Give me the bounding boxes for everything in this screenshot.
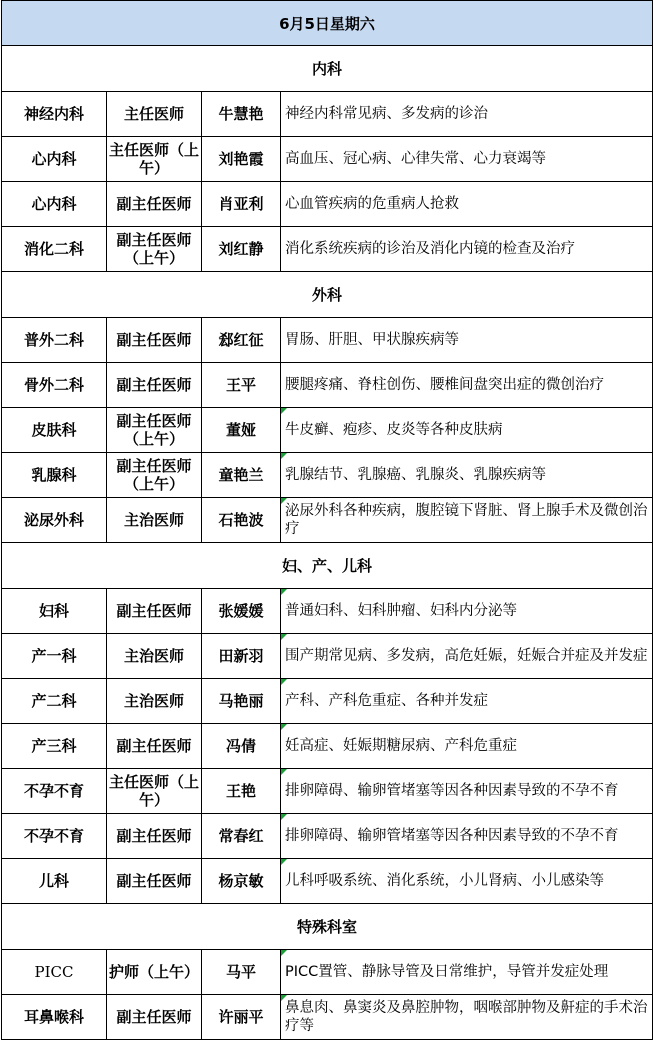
department-cell: 妇科 bbox=[2, 589, 107, 634]
section-header-row bbox=[2, 904, 653, 950]
specialty-cell: 排卵障碍、输卵管堵塞等因各种因素导致的不孕不育 bbox=[281, 769, 653, 814]
specialty-cell: 排卵障碍、输卵管堵塞等因各种因素导致的不孕不育 bbox=[281, 814, 653, 859]
department-cell: 产一科 bbox=[2, 634, 107, 679]
table-row bbox=[2, 950, 653, 995]
table-row bbox=[2, 363, 653, 408]
specialty-cell: 心血管疾病的危重病人抢救 bbox=[281, 182, 653, 227]
specialty-cell: 胃肠、肝胆、甲状腺疾病等 bbox=[281, 318, 653, 363]
specialty-cell: 鼻息肉、鼻窦炎及鼻腔肿物，咽喉部肿物及鼾症的手术治疗等 bbox=[281, 995, 653, 1040]
doctor-name-cell: 童艳兰 bbox=[202, 453, 281, 498]
specialty-cell: 普通妇科、妇科肿瘤、妇科内分泌等 bbox=[281, 589, 653, 634]
table-row bbox=[2, 769, 653, 814]
department-cell: 皮肤科 bbox=[2, 408, 107, 453]
doctor-name-cell: 董娅 bbox=[202, 408, 281, 453]
doctor-title-cell: 副主任医师 bbox=[107, 589, 202, 634]
doctor-name-cell: 郄红征 bbox=[202, 318, 281, 363]
table-row bbox=[2, 498, 653, 543]
doctor-name-cell: 马平 bbox=[202, 950, 281, 995]
table-row bbox=[2, 453, 653, 498]
department-cell: 产二科 bbox=[2, 679, 107, 724]
table-row bbox=[2, 634, 653, 679]
date-title: 6月5日星期六 bbox=[2, 1, 653, 46]
section-header-row bbox=[2, 46, 653, 92]
specialty-cell: 乳腺结节、乳腺癌、乳腺炎、乳腺疾病等 bbox=[281, 453, 653, 498]
schedule-table bbox=[1, 0, 653, 1040]
doctor-title-cell: 护师（上午） bbox=[107, 950, 202, 995]
doctor-title-cell: 主治医师 bbox=[107, 498, 202, 543]
table-row bbox=[2, 137, 653, 182]
department-cell: 骨外二科 bbox=[2, 363, 107, 408]
department-cell: 消化二科 bbox=[2, 227, 107, 272]
section-header-row bbox=[2, 543, 653, 589]
doctor-title-cell: 副主任医师（上午） bbox=[107, 453, 202, 498]
specialty-cell: 消化系统疾病的诊治及消化内镜的检查及治疗 bbox=[281, 227, 653, 272]
date-header-row bbox=[2, 1, 653, 46]
doctor-title-cell: 副主任医师 bbox=[107, 814, 202, 859]
doctor-title-cell: 副主任医师 bbox=[107, 859, 202, 904]
doctor-name-cell: 田新羽 bbox=[202, 634, 281, 679]
table-row bbox=[2, 182, 653, 227]
doctor-name-cell: 牛慧艳 bbox=[202, 92, 281, 137]
table-row bbox=[2, 814, 653, 859]
specialty-cell: 高血压、冠心病、心律失常、心力衰竭等 bbox=[281, 137, 653, 182]
schedule-body bbox=[2, 1, 653, 1040]
department-cell: 心内科 bbox=[2, 137, 107, 182]
section-title: 特殊科室 bbox=[2, 904, 653, 950]
table-row bbox=[2, 318, 653, 363]
doctor-title-cell: 副主任医师（上午） bbox=[107, 408, 202, 453]
department-cell: 不孕不育 bbox=[2, 769, 107, 814]
doctor-name-cell: 刘艳霞 bbox=[202, 137, 281, 182]
table-row bbox=[2, 859, 653, 904]
doctor-name-cell: 石艳波 bbox=[202, 498, 281, 543]
doctor-title-cell: 主治医师 bbox=[107, 634, 202, 679]
doctor-name-cell: 许丽平 bbox=[202, 995, 281, 1040]
specialty-cell: 围产期常见病、多发病，高危妊娠，妊娠合并症及并发症 bbox=[281, 634, 653, 679]
department-cell: 产三科 bbox=[2, 724, 107, 769]
doctor-title-cell: 副主任医师（上午） bbox=[107, 227, 202, 272]
department-cell: PICC bbox=[2, 950, 107, 995]
doctor-title-cell: 副主任医师 bbox=[107, 995, 202, 1040]
specialty-cell: PICC置管、静脉导管及日常维护，导管并发症处理 bbox=[281, 950, 653, 995]
doctor-title-cell: 主任医师（上午） bbox=[107, 769, 202, 814]
doctor-title-cell: 副主任医师 bbox=[107, 363, 202, 408]
table-row bbox=[2, 92, 653, 137]
table-row bbox=[2, 589, 653, 634]
section-title: 妇、产、儿科 bbox=[2, 543, 653, 589]
doctor-title-cell: 副主任医师 bbox=[107, 724, 202, 769]
doctor-name-cell: 肖亚利 bbox=[202, 182, 281, 227]
table-row bbox=[2, 679, 653, 724]
specialty-cell: 牛皮癣、疱疹、皮炎等各种皮肤病 bbox=[281, 408, 653, 453]
doctor-name-cell: 刘红静 bbox=[202, 227, 281, 272]
table-row bbox=[2, 227, 653, 272]
department-cell: 心内科 bbox=[2, 182, 107, 227]
section-title: 外科 bbox=[2, 272, 653, 318]
doctor-name-cell: 冯倩 bbox=[202, 724, 281, 769]
specialty-cell: 神经内科常见病、多发病的诊治 bbox=[281, 92, 653, 137]
section-title: 内科 bbox=[2, 46, 653, 92]
table-row bbox=[2, 724, 653, 769]
doctor-name-cell: 常春红 bbox=[202, 814, 281, 859]
specialty-cell: 儿科呼吸系统、消化系统，小儿肾病、小儿感染等 bbox=[281, 859, 653, 904]
doctor-title-cell: 主治医师 bbox=[107, 679, 202, 724]
doctor-title-cell: 主任医师 bbox=[107, 92, 202, 137]
table-row bbox=[2, 995, 653, 1040]
doctor-name-cell: 马艳丽 bbox=[202, 679, 281, 724]
doctor-name-cell: 张媛媛 bbox=[202, 589, 281, 634]
department-cell: 儿科 bbox=[2, 859, 107, 904]
doctor-name-cell: 杨京敏 bbox=[202, 859, 281, 904]
doctor-title-cell: 主任医师（上午） bbox=[107, 137, 202, 182]
department-cell: 乳腺科 bbox=[2, 453, 107, 498]
department-cell: 普外二科 bbox=[2, 318, 107, 363]
department-cell: 泌尿外科 bbox=[2, 498, 107, 543]
specialty-cell: 产科、产科危重症、各种并发症 bbox=[281, 679, 653, 724]
table-row bbox=[2, 408, 653, 453]
specialty-cell: 泌尿外科各种疾病，腹腔镜下肾脏、肾上腺手术及微创治疗 bbox=[281, 498, 653, 543]
department-cell: 不孕不育 bbox=[2, 814, 107, 859]
department-cell: 神经内科 bbox=[2, 92, 107, 137]
doctor-title-cell: 副主任医师 bbox=[107, 182, 202, 227]
doctor-name-cell: 王平 bbox=[202, 363, 281, 408]
specialty-cell: 腰腿疼痛、脊柱创伤、腰椎间盘突出症的微创治疗 bbox=[281, 363, 653, 408]
specialty-cell: 妊高症、妊娠期糖尿病、产科危重症 bbox=[281, 724, 653, 769]
doctor-name-cell: 王艳 bbox=[202, 769, 281, 814]
department-cell: 耳鼻喉科 bbox=[2, 995, 107, 1040]
section-header-row bbox=[2, 272, 653, 318]
doctor-title-cell: 副主任医师 bbox=[107, 318, 202, 363]
